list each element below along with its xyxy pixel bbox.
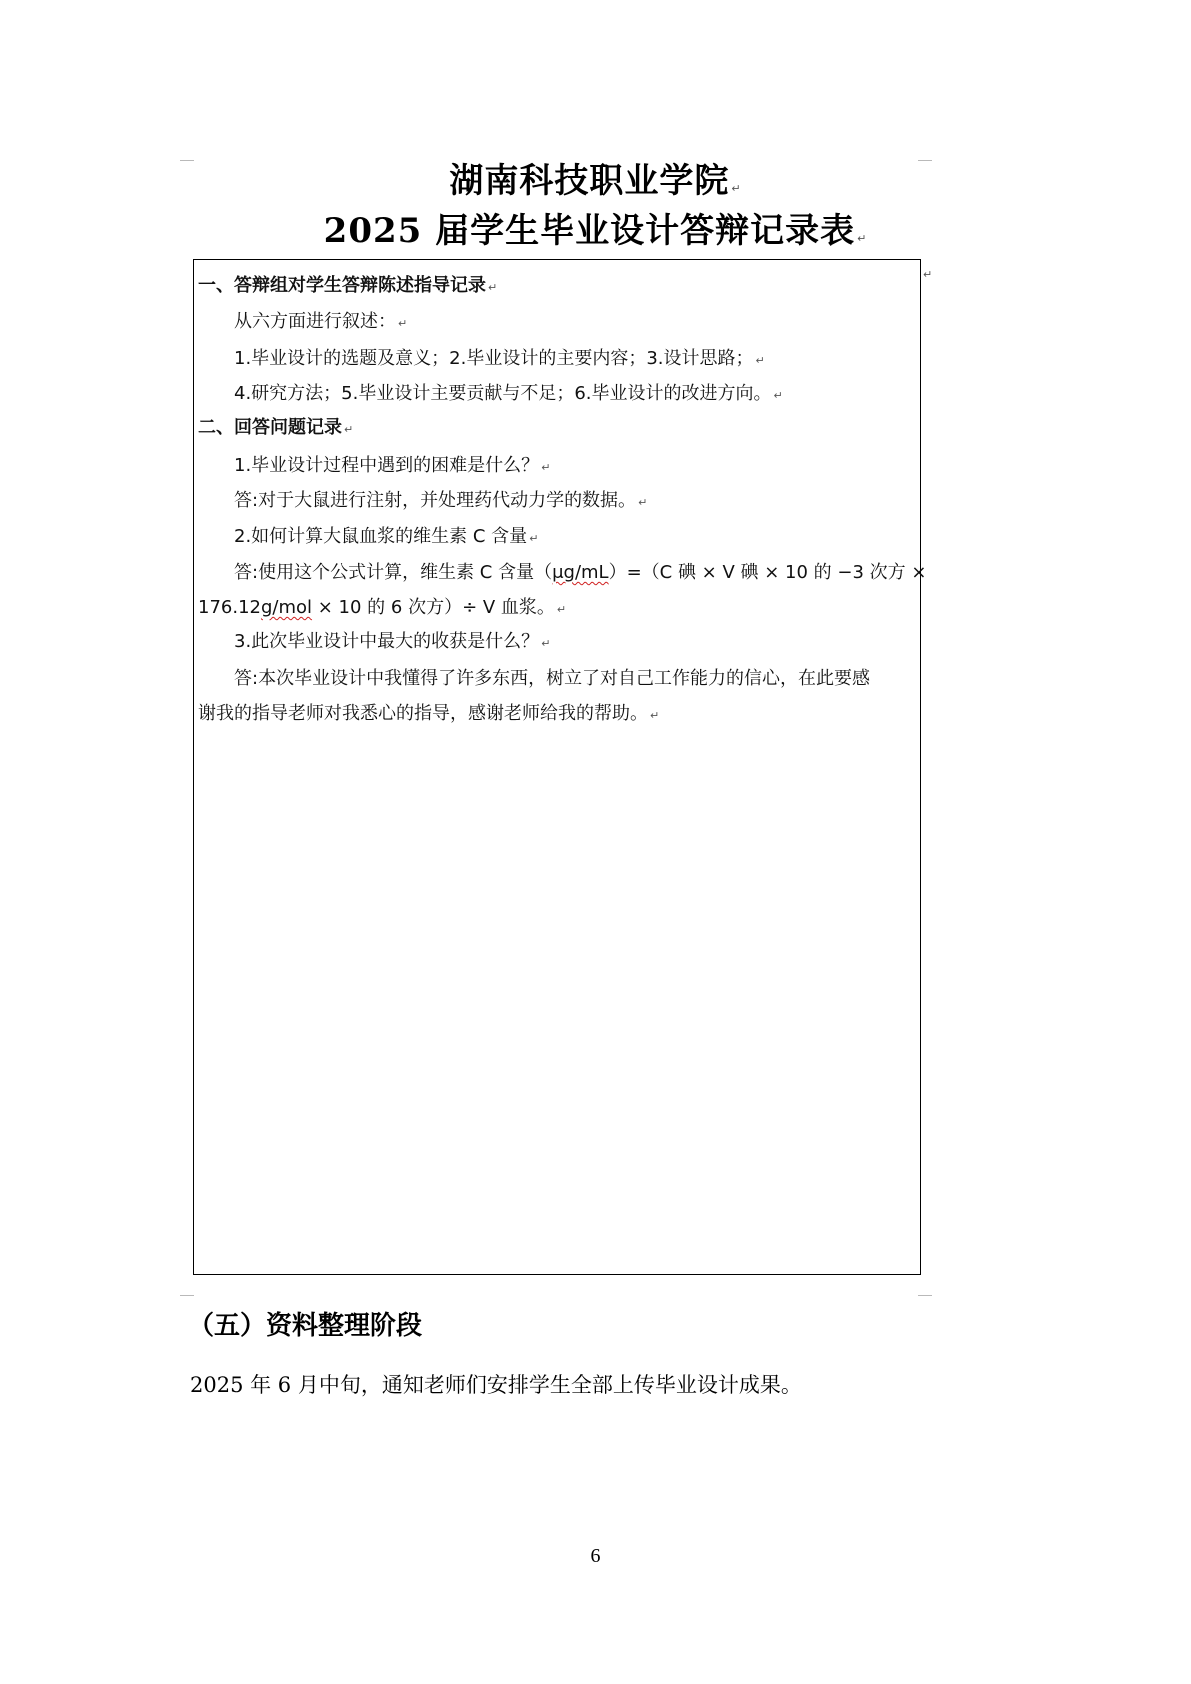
question-3: 3.此次毕业设计中最大的收获是什么？ ↵: [234, 631, 551, 652]
paragraph-mark-icon: ↵: [541, 637, 551, 650]
section1-heading: 一、答辩组对学生答辩陈述指导记录 ↵: [198, 275, 498, 296]
title-form-text: 2025 届学生毕业设计答辩记录表: [323, 211, 856, 251]
answer-1: 答:对于大鼠进行注射，并处理药代动力学的数据。 ↵: [234, 490, 648, 511]
paragraph-mark-icon: ↵: [398, 317, 408, 330]
title-school-text: 湖南科技职业学院: [449, 161, 730, 201]
defense-record-table-cell: [193, 259, 921, 1275]
answer-3-line2: 谢我的指导老师对我悉心的指导，感谢老师给我的帮助。 ↵: [198, 703, 660, 724]
cell-end-mark-icon: ↵: [923, 268, 933, 281]
section-5-paragraph: 2025 年 6 月中旬，通知老师们安排学生全部上传毕业设计成果。: [190, 1373, 802, 1397]
section1-items-line1: 1.毕业设计的选题及意义；2.毕业设计的主要内容；3.设计思路； ↵: [234, 348, 765, 369]
answer-2-line2: 176.12g/mol × 10 的 6 次方）÷ V 血浆。 ↵: [198, 597, 567, 618]
question-2: 2.如何计算大鼠血浆的维生素 C 含量 ↵: [234, 526, 539, 547]
section1-items-line2: 4.研究方法；5.毕业设计主要贡献与不足；6.毕业设计的改进方向。 ↵: [234, 383, 783, 404]
paragraph-mark-icon: ↵: [488, 281, 498, 294]
spellcheck-underlined-unit: μg/mL: [552, 562, 609, 583]
crop-mark-bottom-left: [180, 1281, 194, 1296]
paragraph-mark-icon: ↵: [344, 423, 354, 436]
paragraph-mark-icon: ↵: [731, 182, 742, 195]
section1-intro: 从六方面进行叙述： ↵: [234, 311, 408, 332]
question-1: 1.毕业设计过程中遇到的困难是什么？ ↵: [234, 455, 551, 476]
paragraph-mark-icon: ↵: [857, 232, 868, 245]
crop-mark-bottom-right: [918, 1281, 932, 1296]
page-number: 6: [590, 1545, 601, 1567]
document-title-form: [0, 210, 1191, 260]
paragraph-mark-icon: ↵: [541, 461, 551, 474]
paragraph-mark-icon: ↵: [650, 709, 660, 722]
document-title-school: [0, 160, 1191, 210]
paragraph-mark-icon: ↵: [773, 389, 783, 402]
section-5-heading: （五）资料整理阶段: [188, 1311, 423, 1341]
answer-3-line1: 答:本次毕业设计中我懂得了许多东西，树立了对自己工作能力的信心，在此要感: [234, 668, 871, 689]
paragraph-mark-icon: ↵: [755, 354, 765, 367]
paragraph-mark-icon: ↵: [529, 532, 539, 545]
answer-2-line1: 答:使用这个公式计算，维生素 C 含量（μg/mL）=（C 碘 × V 碘 × 10 的 −3 次方 ×: [234, 562, 927, 583]
paragraph-mark-icon: ↵: [556, 603, 567, 616]
spellcheck-underlined-unit: g/mol: [260, 597, 313, 618]
paragraph-mark-icon: ↵: [638, 496, 648, 509]
section2-heading: 二、回答问题记录 ↵: [198, 417, 354, 438]
